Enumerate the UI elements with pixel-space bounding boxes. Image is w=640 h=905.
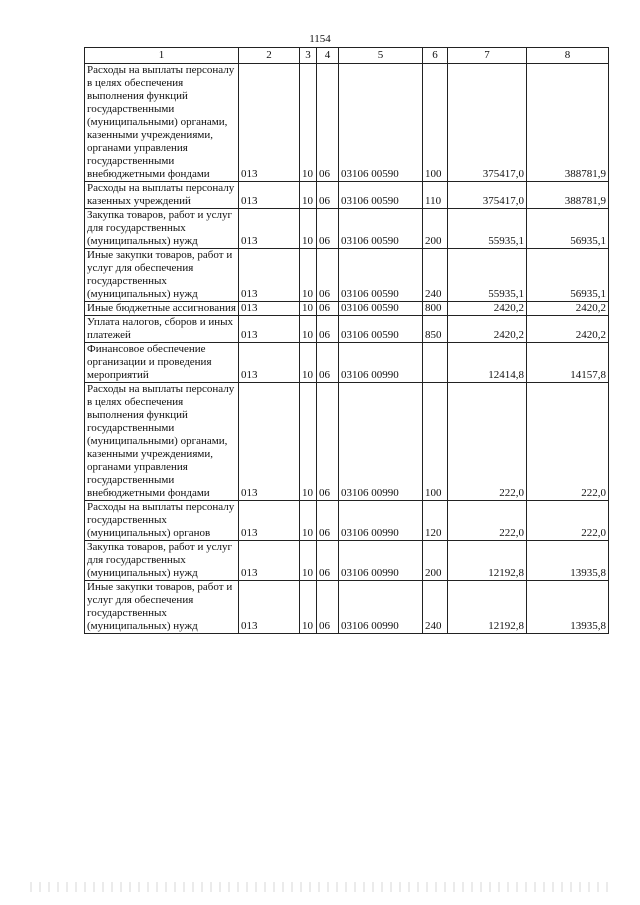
table-row	[85, 383, 609, 501]
section-code: 10	[300, 316, 317, 343]
target-code: 03106 00990	[339, 343, 423, 383]
expense-type-code: 100	[423, 383, 448, 501]
amount-year-2: 388781,9	[527, 64, 609, 182]
column-header: 5	[339, 48, 423, 64]
ministry-code: 013	[239, 501, 300, 541]
amount-year-1: 55935,1	[448, 249, 527, 302]
table-row	[85, 501, 609, 541]
amount-year-2: 14157,8	[527, 343, 609, 383]
subsection-code: 06	[317, 249, 339, 302]
subsection-code: 06	[317, 501, 339, 541]
ministry-code: 013	[239, 249, 300, 302]
column-header: 2	[239, 48, 300, 64]
column-header: 4	[317, 48, 339, 64]
column-number-header	[85, 48, 609, 64]
ministry-code: 013	[239, 302, 300, 316]
expense-name: Закупка товаров, работ и услуг для государственных (муниципальных) нужд	[85, 541, 239, 581]
subsection-code: 06	[317, 383, 339, 501]
amount-year-2: 388781,9	[527, 182, 609, 209]
section-code: 10	[300, 541, 317, 581]
expense-type-code: 110	[423, 182, 448, 209]
expense-name: Иные закупки товаров, работ и услуг для обеспечения государственных (муниципальных) нужд	[85, 249, 239, 302]
expense-type-code	[423, 343, 448, 383]
ministry-code: 013	[239, 343, 300, 383]
amount-year-2: 2420,2	[527, 302, 609, 316]
expense-type-code: 800	[423, 302, 448, 316]
target-code: 03106 00590	[339, 316, 423, 343]
scan-artifact	[30, 882, 610, 892]
amount-year-2: 13935,8	[527, 581, 609, 634]
column-header: 6	[423, 48, 448, 64]
ministry-code: 013	[239, 182, 300, 209]
target-code: 03106 00990	[339, 383, 423, 501]
amount-year-1: 375417,0	[448, 182, 527, 209]
expense-type-code: 850	[423, 316, 448, 343]
section-code: 10	[300, 302, 317, 316]
ministry-code: 013	[239, 541, 300, 581]
expense-name: Уплата налогов, сборов и иных платежей	[85, 316, 239, 343]
target-code: 03106 00590	[339, 302, 423, 316]
expense-name: Иные бюджетные ассигнования	[85, 302, 239, 316]
section-code: 10	[300, 383, 317, 501]
column-header: 7	[448, 48, 527, 64]
amount-year-1: 222,0	[448, 383, 527, 501]
budget-table	[84, 47, 609, 634]
target-code: 03106 00590	[339, 182, 423, 209]
table-row	[85, 343, 609, 383]
expense-type-code: 200	[423, 209, 448, 249]
table-row	[85, 64, 609, 182]
target-code: 03106 00590	[339, 209, 423, 249]
ministry-code: 013	[239, 581, 300, 634]
expense-name: Расходы на выплаты персоналу государственных (муниципальных) органов	[85, 501, 239, 541]
expense-type-code: 120	[423, 501, 448, 541]
section-code: 10	[300, 501, 317, 541]
amount-year-2: 56935,1	[527, 209, 609, 249]
section-code: 10	[300, 209, 317, 249]
table-row	[85, 249, 609, 302]
column-header: 3	[300, 48, 317, 64]
expense-name: Иные закупки товаров, работ и услуг для обеспечения государственных (муниципальных) нужд	[85, 581, 239, 634]
section-code: 10	[300, 343, 317, 383]
section-code: 10	[300, 249, 317, 302]
table-row	[85, 302, 609, 316]
expense-name: Расходы на выплаты персоналу в целях обеспечения выполнения функций государственными (муниципальными) органами, казенными учреждениями, органами управления государственными внебюджетными фондами	[85, 383, 239, 501]
section-code: 10	[300, 581, 317, 634]
target-code: 03106 00990	[339, 541, 423, 581]
section-code: 10	[300, 64, 317, 182]
amount-year-1: 12414,8	[448, 343, 527, 383]
amount-year-1: 55935,1	[448, 209, 527, 249]
subsection-code: 06	[317, 581, 339, 634]
amount-year-2: 13935,8	[527, 541, 609, 581]
table-row	[85, 581, 609, 634]
amount-year-1: 12192,8	[448, 541, 527, 581]
amount-year-2: 56935,1	[527, 249, 609, 302]
ministry-code: 013	[239, 316, 300, 343]
target-code: 03106 00590	[339, 249, 423, 302]
amount-year-1: 12192,8	[448, 581, 527, 634]
target-code: 03106 00990	[339, 501, 423, 541]
subsection-code: 06	[317, 343, 339, 383]
amount-year-2: 222,0	[527, 383, 609, 501]
amount-year-2: 2420,2	[527, 316, 609, 343]
expense-name: Расходы на выплаты персоналу в целях обеспечения выполнения функций государственными (муниципальными) органами, казенными учреждениями, органами управления государственными внебюджетными фондами	[85, 64, 239, 182]
expense-type-code: 200	[423, 541, 448, 581]
subsection-code: 06	[317, 541, 339, 581]
expense-name: Финансовое обеспечение организации и проведения мероприятий	[85, 343, 239, 383]
target-code: 03106 00990	[339, 581, 423, 634]
page-number: 1154	[309, 33, 331, 45]
expense-type-code: 100	[423, 64, 448, 182]
expense-type-code: 240	[423, 581, 448, 634]
subsection-code: 06	[317, 302, 339, 316]
subsection-code: 06	[317, 182, 339, 209]
ministry-code: 013	[239, 383, 300, 501]
amount-year-1: 2420,2	[448, 302, 527, 316]
amount-year-1: 2420,2	[448, 316, 527, 343]
column-header: 8	[527, 48, 609, 64]
section-code: 10	[300, 182, 317, 209]
subsection-code: 06	[317, 64, 339, 182]
expense-type-code: 240	[423, 249, 448, 302]
target-code: 03106 00590	[339, 64, 423, 182]
expense-name: Закупка товаров, работ и услуг для государственных (муниципальных) нужд	[85, 209, 239, 249]
amount-year-2: 222,0	[527, 501, 609, 541]
column-header: 1	[85, 48, 239, 64]
expense-name: Расходы на выплаты персоналу казенных учреждений	[85, 182, 239, 209]
amount-year-1: 222,0	[448, 501, 527, 541]
ministry-code: 013	[239, 209, 300, 249]
table-row	[85, 541, 609, 581]
table-row	[85, 209, 609, 249]
table-row	[85, 182, 609, 209]
subsection-code: 06	[317, 316, 339, 343]
amount-year-1: 375417,0	[448, 64, 527, 182]
ministry-code: 013	[239, 64, 300, 182]
table-row	[85, 316, 609, 343]
subsection-code: 06	[317, 209, 339, 249]
